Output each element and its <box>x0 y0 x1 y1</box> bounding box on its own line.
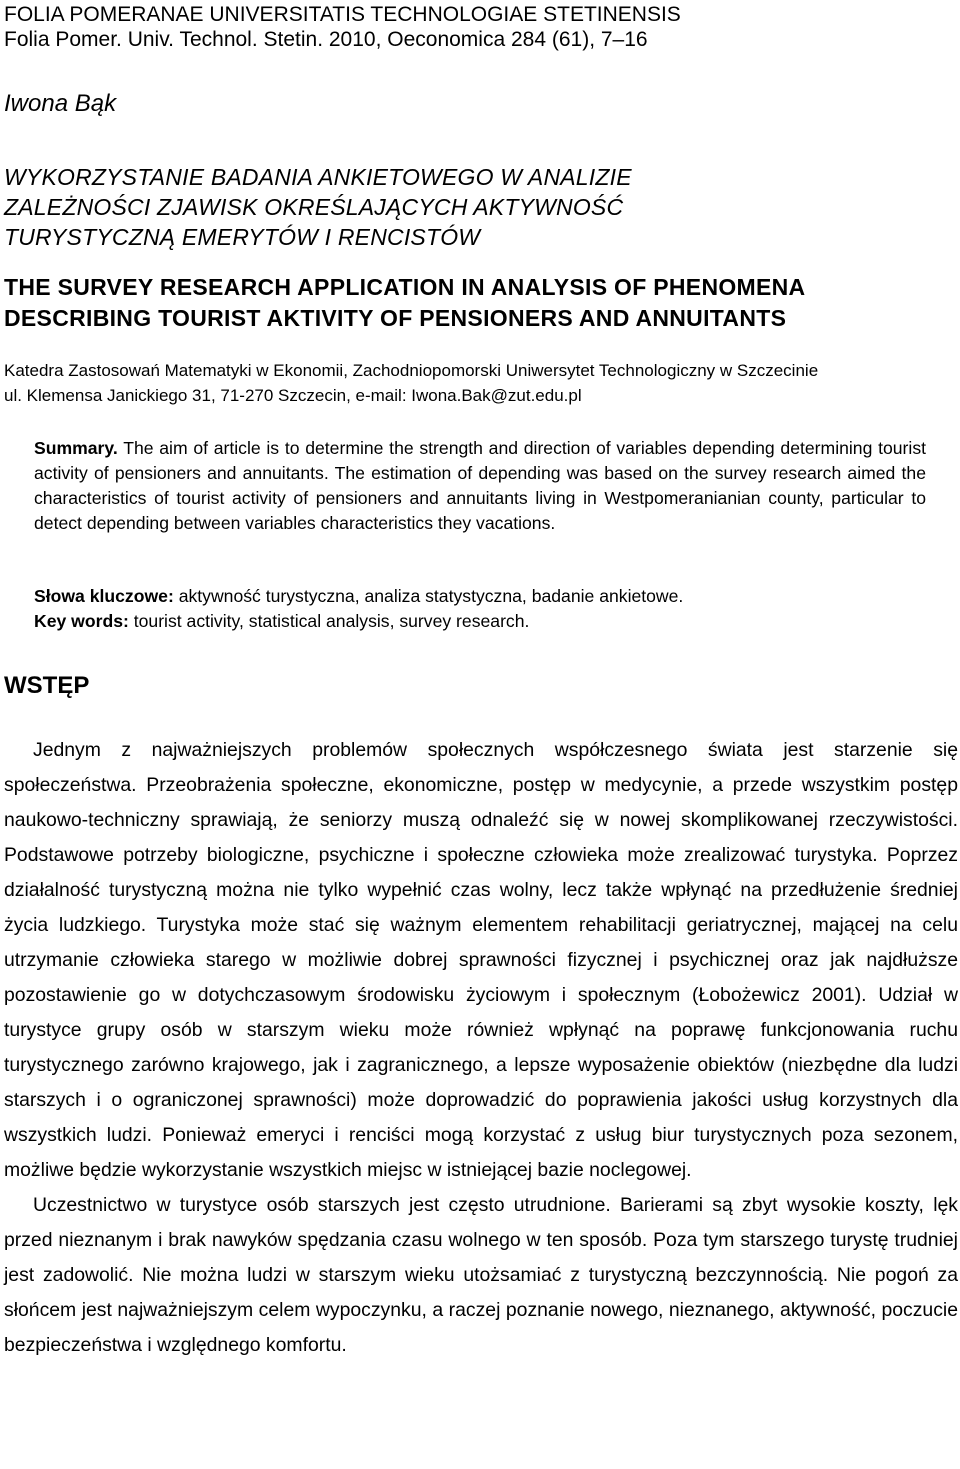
title-polish-line: ZALEŻNOŚCI ZJAWISK OKREŚLAJĄCYCH AKTYWNOŚĆ <box>4 194 624 220</box>
title-polish-line: WYKORZYSTANIE BADANIA ANKIETOWEGO W ANALIZIE <box>4 164 632 190</box>
keywords-english-label: Key words: <box>34 611 129 631</box>
journal-name: FOLIA POMERANAE UNIVERSITATIS TECHNOLOGIAE STETINENSIS <box>4 3 681 26</box>
journal-citation: Folia Pomer. Univ. Technol. Stetin. 2010, Oeconomica 284 (61), 7–16 <box>4 28 648 51</box>
summary-label: Summary. <box>34 438 118 458</box>
paragraph: Uczestnictwo w turystyce osób starszych jest często utrudnione. Barierami są zbyt wysokie koszty, lęk przed nieznanym i brak nawyków spędzania czasu wolnego w ten sposób. Poza tym starszego turystę trudniej jest zadowolić. Nie można ludzi w starszym wieku utożsamiać z turystyczną bezczynnością. Nie pogoń za słońcem jest najważniejszym celem wypoczynku, a raczej poznanie nowego, nieznanego, aktywność, poczucie bezpieczeństwa i względnego komfortu. <box>4 1194 958 1356</box>
author-name: Iwona Bąk <box>4 90 117 117</box>
summary <box>34 436 926 536</box>
title-english <box>4 272 805 334</box>
section-heading: WSTĘP <box>4 672 90 699</box>
keywords-english-text: tourist activity, statistical analysis, survey research. <box>133 611 530 631</box>
journal-header <box>4 2 681 52</box>
paragraph: Jednym z najważniejszych problemów społecznych współczesnego świata jest starzenie się społeczeństwa. Przeobrażenia społeczne, ekonomiczne, postęp w medycynie, a przede wszystkim postęp naukowo-techniczny sprawiają, że seniorzy muszą odnaleźć się w nowej skomplikowanej rzeczywistości. Podstawowe potrzeby biologiczne, psychiczne i społeczne człowieka może zrealizować turystyka. Poprzez działalność turystyczną można nie tylko wypełnić czas wolny, lecz także wpłynąć na przedłużenie średniej życia ludzkiego. Turystyka może stać się ważnym elementem rehabilitacji geriatrycznej, mającej na celu utrzymanie człowieka starego w możliwie dobrej sprawności fizycznej i psychicznej oraz jak najdłuższe pozostawienie go w dotychczasowym środowisku życiowym i społecznym (Łobożewicz 2001). Udział w turystyce grupy osób w starszym wieku może również wpłynąć na poprawę funkcjonowania ruchu turystycznego zarówno krajowego, jak i zagranicznego, a lepsze wyposażenie obiektów (niezbędne dla ludzi starszych i o ograniczonej sprawności) może doprowadzić do poprawienia jakości usług korzystnych dla wszystkich ludzi. Ponieważ emeryci i renciści mogą korzystać z usług biur turystycznych poza sezonem, możliwe będzie wykorzystanie wszystkich miejsc w istniejącej bazie noclegowej. <box>4 739 958 1181</box>
body-text <box>4 733 958 1363</box>
summary-text: The aim of article is to determine the strength and direction of variables depending determining tourist activity of pensioners and annuitants. The estimation of depending was based on the survey research aimed the characteristics of tourist activity of pensioners and annuitants living in Westpomeranianian county, particular to detect depending between variables characteristics they vacations. <box>34 438 926 533</box>
title-polish-line: TURYSTYCZNĄ EMERYTÓW I RENCISTÓW <box>4 224 481 250</box>
keywords-polish-label: Słowa kluczowe: <box>34 586 174 606</box>
affiliation-address: ul. Klemensa Janickiego 31, 71-270 Szczecin, e-mail: Iwona.Bak@zut.edu.pl <box>4 386 582 405</box>
affiliation <box>4 358 954 408</box>
keywords <box>34 584 683 634</box>
title-english-line: DESCRIBING TOURIST AKTIVITY OF PENSIONERS AND ANNUITANTS <box>4 305 787 331</box>
title-polish <box>4 162 632 252</box>
keywords-polish-text: aktywność turystyczna, analiza statystyczna, badanie ankietowe. <box>178 586 684 606</box>
keywords-polish <box>34 584 683 609</box>
title-english-line: THE SURVEY RESEARCH APPLICATION IN ANALYSIS OF PHENOMENA <box>4 274 806 300</box>
keywords-english <box>34 609 683 634</box>
affiliation-department: Katedra Zastosowań Matematyki w Ekonomii, Zachodniopomorski Uniwersytet Technologiczny w Szczecinie <box>4 361 819 380</box>
